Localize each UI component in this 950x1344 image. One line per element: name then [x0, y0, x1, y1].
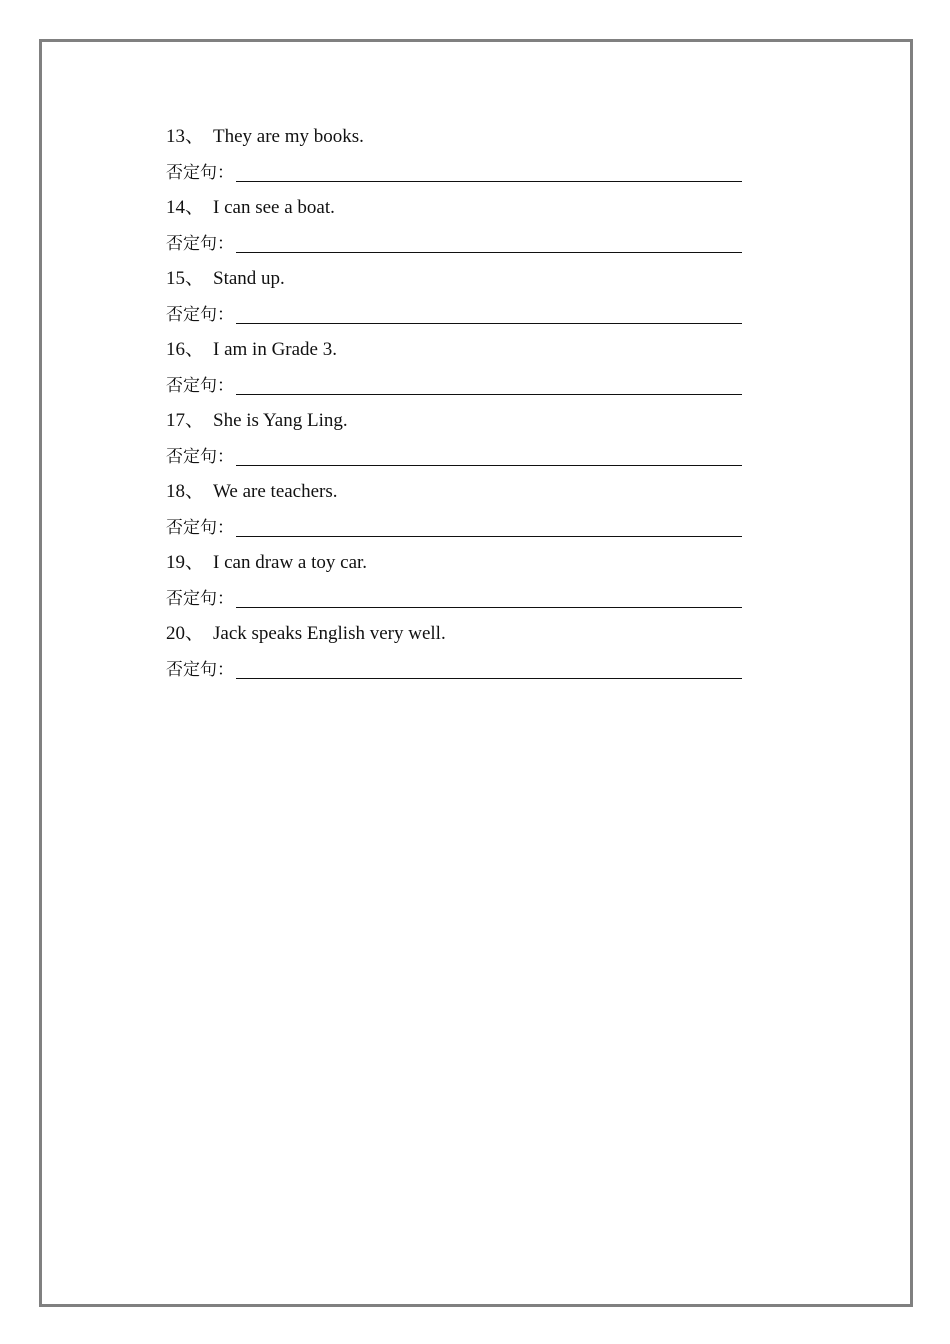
answer-blank[interactable]	[236, 443, 742, 466]
question-sentence: I can draw a toy car.	[213, 552, 368, 573]
exercise-item	[166, 266, 742, 337]
answer-blank[interactable]	[236, 159, 742, 182]
exercise-item	[166, 195, 742, 266]
answer-row	[166, 230, 742, 266]
question-sentence: We are teachers.	[213, 481, 338, 502]
answer-blank[interactable]	[236, 656, 742, 679]
answer-row	[166, 443, 742, 479]
answer-blank[interactable]	[236, 301, 742, 324]
answer-label: 否定句：	[166, 660, 234, 680]
answer-label: 否定句：	[166, 163, 234, 183]
question-line	[166, 621, 742, 656]
question-number: 13、	[166, 126, 205, 147]
question-number: 18、	[166, 481, 205, 502]
answer-label: 否定句：	[166, 376, 234, 396]
answer-blank[interactable]	[236, 230, 742, 253]
answer-blank[interactable]	[236, 585, 742, 608]
question-sentence: They are my books.	[213, 126, 364, 147]
exercise-item	[166, 479, 742, 550]
answer-label: 否定句：	[166, 518, 234, 538]
question-line	[166, 479, 742, 514]
answer-label: 否定句：	[166, 305, 234, 325]
answer-row	[166, 656, 742, 692]
answer-row	[166, 159, 742, 195]
question-sentence: I am in Grade 3.	[213, 339, 337, 360]
question-line	[166, 550, 742, 585]
question-number: 17、	[166, 410, 205, 431]
answer-row	[166, 301, 742, 337]
exercise-item	[166, 621, 742, 692]
exercise-item	[166, 337, 742, 408]
question-sentence: She is Yang Ling.	[213, 410, 348, 431]
question-sentence: Stand up.	[213, 268, 285, 289]
answer-row	[166, 585, 742, 621]
answer-label: 否定句：	[166, 234, 234, 254]
question-line	[166, 124, 742, 159]
question-number: 20、	[166, 623, 205, 644]
question-number: 19、	[166, 552, 205, 573]
answer-blank[interactable]	[236, 372, 742, 395]
question-line	[166, 337, 742, 372]
question-line	[166, 195, 742, 230]
exercise-list	[166, 124, 742, 692]
question-number: 15、	[166, 268, 205, 289]
question-line	[166, 408, 742, 443]
answer-blank[interactable]	[236, 514, 742, 537]
question-sentence: I can see a boat.	[213, 197, 335, 218]
answer-row	[166, 372, 742, 408]
answer-label: 否定句：	[166, 447, 234, 467]
exercise-item	[166, 408, 742, 479]
answer-label: 否定句：	[166, 589, 234, 609]
exercise-item	[166, 550, 742, 621]
question-number: 16、	[166, 339, 205, 360]
exercise-item	[166, 124, 742, 195]
question-line	[166, 266, 742, 301]
question-number: 14、	[166, 197, 205, 218]
answer-row	[166, 514, 742, 550]
question-sentence: Jack speaks English very well.	[213, 623, 446, 644]
